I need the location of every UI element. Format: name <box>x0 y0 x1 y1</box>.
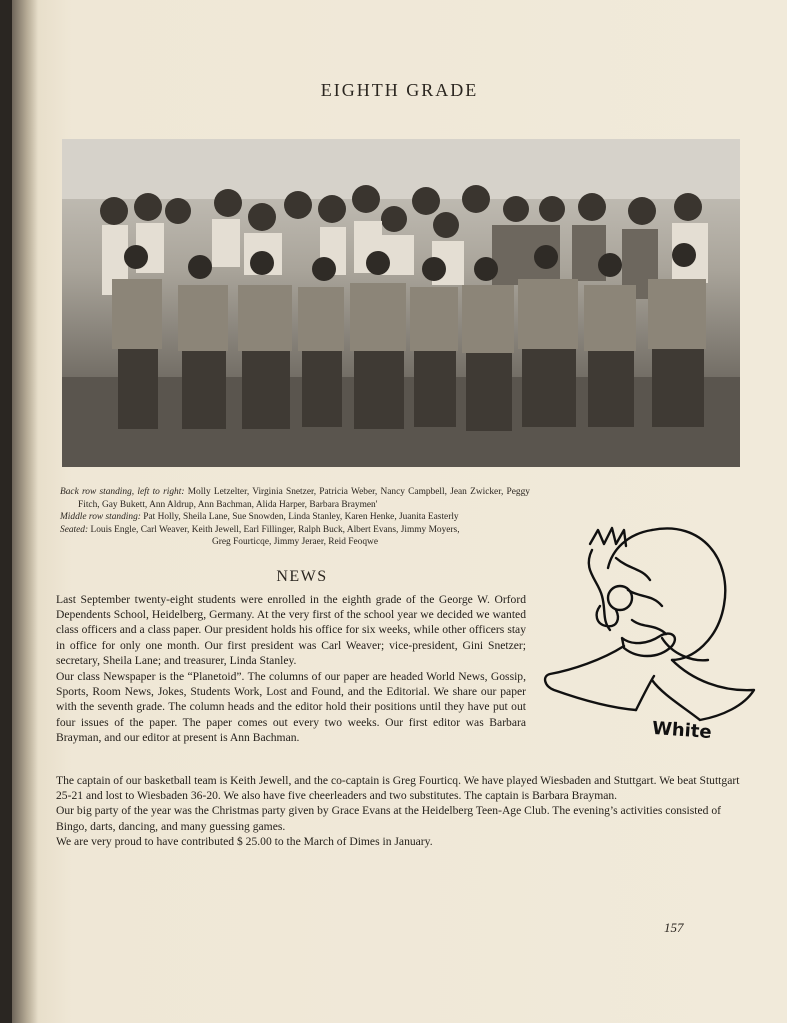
caption-seated-lead: Seated: <box>60 524 89 535</box>
page-number: 157 <box>664 920 684 935</box>
photo-caption <box>60 486 530 549</box>
yearbook-page <box>12 0 787 1023</box>
news-paragraph: We are very proud to have contributed $ 25.00 to the March of Dimes in January. <box>56 834 433 848</box>
caption-middle-names: Pat Holly, Sheila Lane, Sue Snowden, Linda Stanley, Karen Henke, Juanita Easterly <box>143 512 459 522</box>
news-paragraph: The captain of our basketball team is Keith Jewell, and the co-captain is Greg Fourticq. We have played Wiesbaden and Stuttgart. We beat Stuttgart 25-21 and lost to Wiesbaden 36-20. We also have five cheerleaders and two substitutes. The captain is Barbara Brayman. <box>56 774 740 803</box>
news-heading: NEWS <box>276 568 328 585</box>
caption-back-lead: Back row standing, left to right: <box>60 487 185 497</box>
page-title: EIGHTH GRADE <box>320 80 479 100</box>
news-paragraph: Our big party of the year was the Christmas party given by Grace Evans at the Heidelberg Teen-Age Club. The evening’s activities consisted of Bingo, darts, dancing, and many guessing games. <box>56 804 721 833</box>
class-photo-illustration <box>62 139 740 467</box>
book-gutter <box>12 0 38 1023</box>
news-body <box>56 592 526 746</box>
news-paragraph: Our class Newspaper is the “Planetoid”. The columns of our paper are headed World News, Gossip, Sports, Room News, Jokes, Students Work, Lost and Found, and the Editorial. We share our paper with the seventh grade. The column heads and the editor hold their positions until they have put out four issues of the paper. The paper comes out every two weeks. Our first editor was Barbara Brayman, and our editor at present is Ann Bachman. <box>56 670 526 744</box>
drawing-signature: White <box>651 717 713 744</box>
news-body-wide <box>56 773 746 849</box>
caption-back-names: Molly Letzelter, Virginia Snetzer, Patricia Weber, Nancy Campbell, Jean Zwicker, Peggy Fitch, Gay Bukett, Ann Aldrup, Ann Bachman, Alida Harper, Barbara Braymen' <box>78 487 530 510</box>
news-paragraph: Last September twenty-eight students were enrolled in the eighth grade of the George W. Orford Dependents School, Heidelberg, Germany. At the very first of the school year we decided we wanted class officers and a class paper. Our president holds his office for six weeks, while other officers stay in office for only one month. Our first president was Carl Weaver; vice-president, Gini Snetzer; secretary, Sheila Lane; and treasurer, Linda Stanley. <box>56 593 526 667</box>
caption-seated-names-2: Greg Fourticqe, Jimmy Jeraer, Reid Feoqwe <box>212 537 378 547</box>
caption-seated-names: Louis Engle, Carl Weaver, Keith Jewell, Earl Fillinger, Ralph Buck, Albert Evans, Jimmy Moyers, <box>90 524 460 535</box>
class-photo <box>62 139 740 467</box>
caption-middle-lead: Middle row standing: <box>60 512 141 522</box>
cartoon-drawing-illustration <box>532 510 762 750</box>
